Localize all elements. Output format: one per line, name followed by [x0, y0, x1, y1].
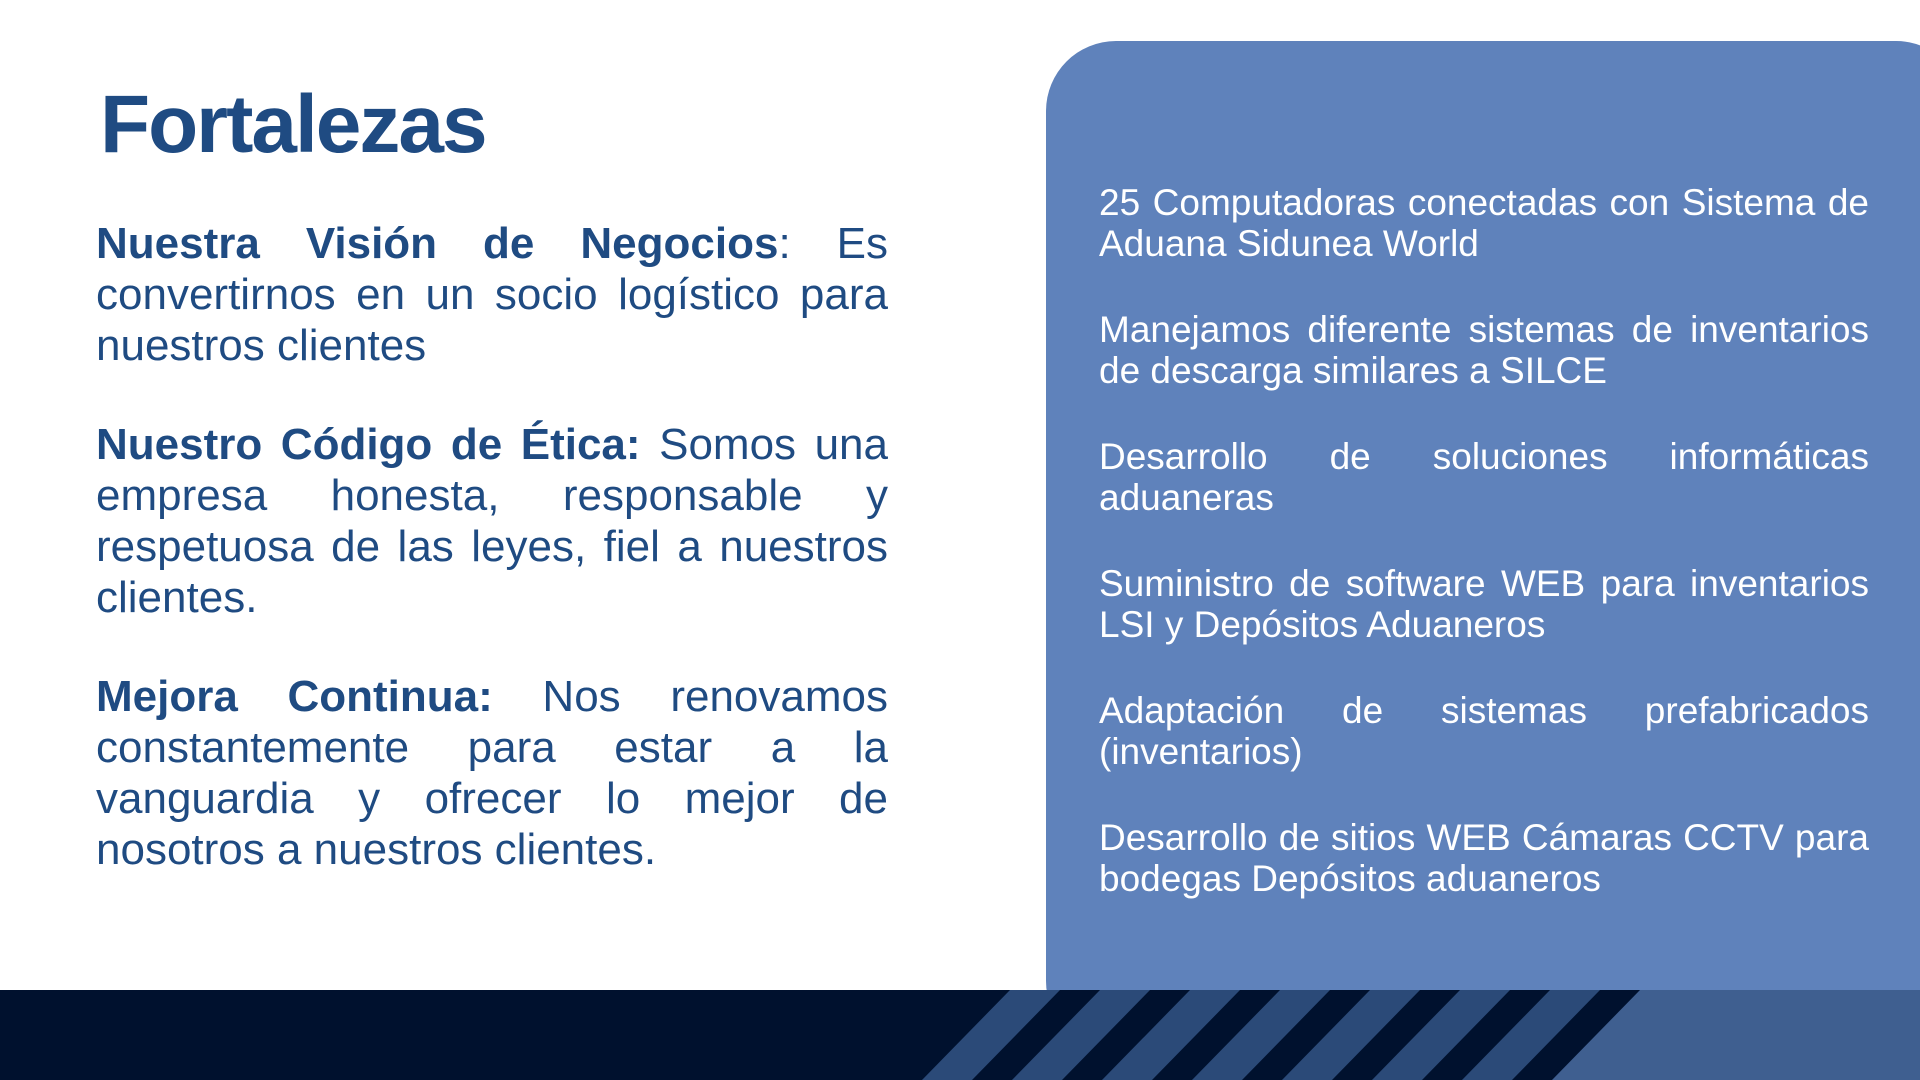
paragraph-vision [96, 218, 888, 371]
list-item: Desarrollo de soluciones informáticas aduaneras [1099, 436, 1869, 518]
paragraph-ethics-heading: Nuestro Código de Ética: [96, 420, 641, 469]
footer-stripes-band [0, 990, 1920, 1080]
slide-title: Fortalezas [100, 79, 486, 170]
paragraph-vision-heading: Nuestra Visión de Negocios [96, 219, 779, 268]
paragraph-improvement-text: Nos renovamos constantemente para estar a la vanguardia y ofrecer lo mejor de nosotros a nuestros clientes. [96, 672, 888, 874]
list-item: Desarrollo de sitios WEB Cámaras CCTV para bodegas Depósitos aduaneros [1099, 817, 1869, 899]
list-item: 25 Computadoras conectadas con Sistema de Aduana Sidunea World [1099, 182, 1869, 264]
paragraph-vision-text: : Es convertirnos en un socio logístico para nuestros clientes [96, 219, 888, 370]
paragraph-ethics-text: Somos una empresa honesta, responsable y respetuosa de las leyes, fiel a nuestros clientes. [96, 420, 889, 622]
list-item: Manejamos diferente sistemas de inventarios de descarga similares a SILCE [1099, 309, 1869, 391]
paragraph-improvement [96, 671, 888, 875]
paragraph-improvement-heading: Mejora Continua: [96, 672, 493, 721]
list-item: Adaptación de sistemas prefabricados (inventarios) [1099, 690, 1869, 772]
paragraph-ethics [96, 419, 888, 623]
list-item: Suministro de software WEB para inventarios LSI y Depósitos Aduaneros [1099, 563, 1869, 645]
strengths-list [1099, 182, 1869, 944]
left-column [96, 218, 888, 923]
